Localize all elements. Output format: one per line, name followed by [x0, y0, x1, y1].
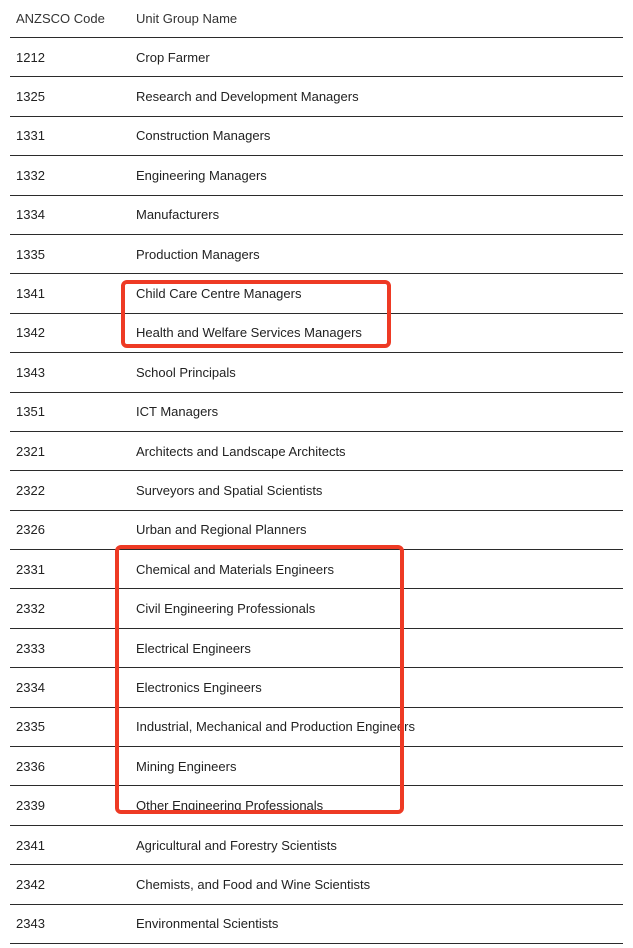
table-row	[10, 235, 623, 274]
table-row	[10, 156, 623, 195]
row-name: Urban and Regional Planners	[136, 522, 307, 538]
row-code: 2339	[16, 798, 45, 814]
row-code: 1341	[16, 286, 45, 302]
table-row	[10, 471, 623, 510]
row-name: Health and Welfare Services Managers	[136, 325, 362, 341]
row-name: Electronics Engineers	[136, 679, 262, 695]
table-row	[10, 668, 623, 707]
row-name: School Principals	[136, 364, 236, 380]
row-code: 2334	[16, 679, 45, 695]
header-anzsco-code: ANZSCO Code	[16, 11, 105, 26]
row-code: 1212	[16, 49, 45, 65]
table-row	[10, 589, 623, 628]
table-row	[10, 747, 623, 786]
row-code: 2336	[16, 758, 45, 774]
row-name: ICT Managers	[136, 404, 219, 420]
row-code: 2333	[16, 640, 45, 656]
row-code: 1351	[16, 404, 45, 420]
row-name: Surveyors and Spatial Scientists	[136, 482, 323, 498]
row-name: Construction Managers	[136, 128, 271, 144]
table-row	[10, 905, 623, 944]
table-header-row	[10, 0, 623, 38]
table-row	[10, 77, 623, 116]
row-name: Child Care Centre Managers	[136, 286, 302, 302]
table-row	[10, 117, 623, 156]
row-code: 2331	[16, 561, 45, 577]
row-name: Research and Development Managers	[136, 89, 359, 105]
table-row	[10, 786, 623, 825]
row-code: 2322	[16, 482, 45, 498]
row-code: 2321	[16, 443, 45, 459]
row-code: 1325	[16, 89, 45, 105]
row-code: 2335	[16, 719, 45, 735]
row-code: 1334	[16, 207, 45, 223]
row-name: Chemical and Materials Engineers	[136, 561, 334, 577]
row-code: 1343	[16, 364, 45, 380]
row-code: 1342	[16, 325, 45, 341]
table-row	[10, 550, 623, 589]
row-name: Environmental Scientists	[136, 916, 279, 932]
row-code: 1331	[16, 128, 45, 144]
header-unit-group-name: Unit Group Name	[136, 11, 238, 26]
row-name: Chemists, and Food and Wine Scientists	[136, 876, 371, 892]
row-code: 2326	[16, 522, 45, 538]
row-code: 1335	[16, 246, 45, 262]
row-name: Electrical Engineers	[136, 640, 251, 656]
table-row	[10, 629, 623, 668]
table-row	[10, 353, 623, 392]
row-name: Production Managers	[136, 246, 260, 262]
row-name: Engineering Managers	[136, 167, 267, 183]
row-code: 2343	[16, 916, 45, 932]
row-code: 2332	[16, 601, 45, 617]
row-name: Manufacturers	[136, 207, 220, 223]
table-row	[10, 393, 623, 432]
row-code: 2342	[16, 876, 45, 892]
occupation-table	[10, 0, 623, 944]
table-row	[10, 314, 623, 353]
table-row	[10, 274, 623, 313]
table-row	[10, 708, 623, 747]
row-name: Industrial, Mechanical and Production Engineers	[136, 719, 415, 735]
row-name: Agricultural and Forestry Scientists	[136, 837, 337, 853]
row-code: 1332	[16, 167, 45, 183]
table-row	[10, 196, 623, 235]
row-code: 2341	[16, 837, 45, 853]
row-name: Architects and Landscape Architects	[136, 443, 346, 459]
row-name: Mining Engineers	[136, 758, 237, 774]
table-row	[10, 826, 623, 865]
row-name: Other Engineering Professionals	[136, 798, 324, 814]
row-name: Civil Engineering Professionals	[136, 601, 316, 617]
table-row	[10, 865, 623, 904]
table-row	[10, 38, 623, 77]
table-row	[10, 511, 623, 550]
row-name: Crop Farmer	[136, 49, 210, 65]
table-row	[10, 432, 623, 471]
